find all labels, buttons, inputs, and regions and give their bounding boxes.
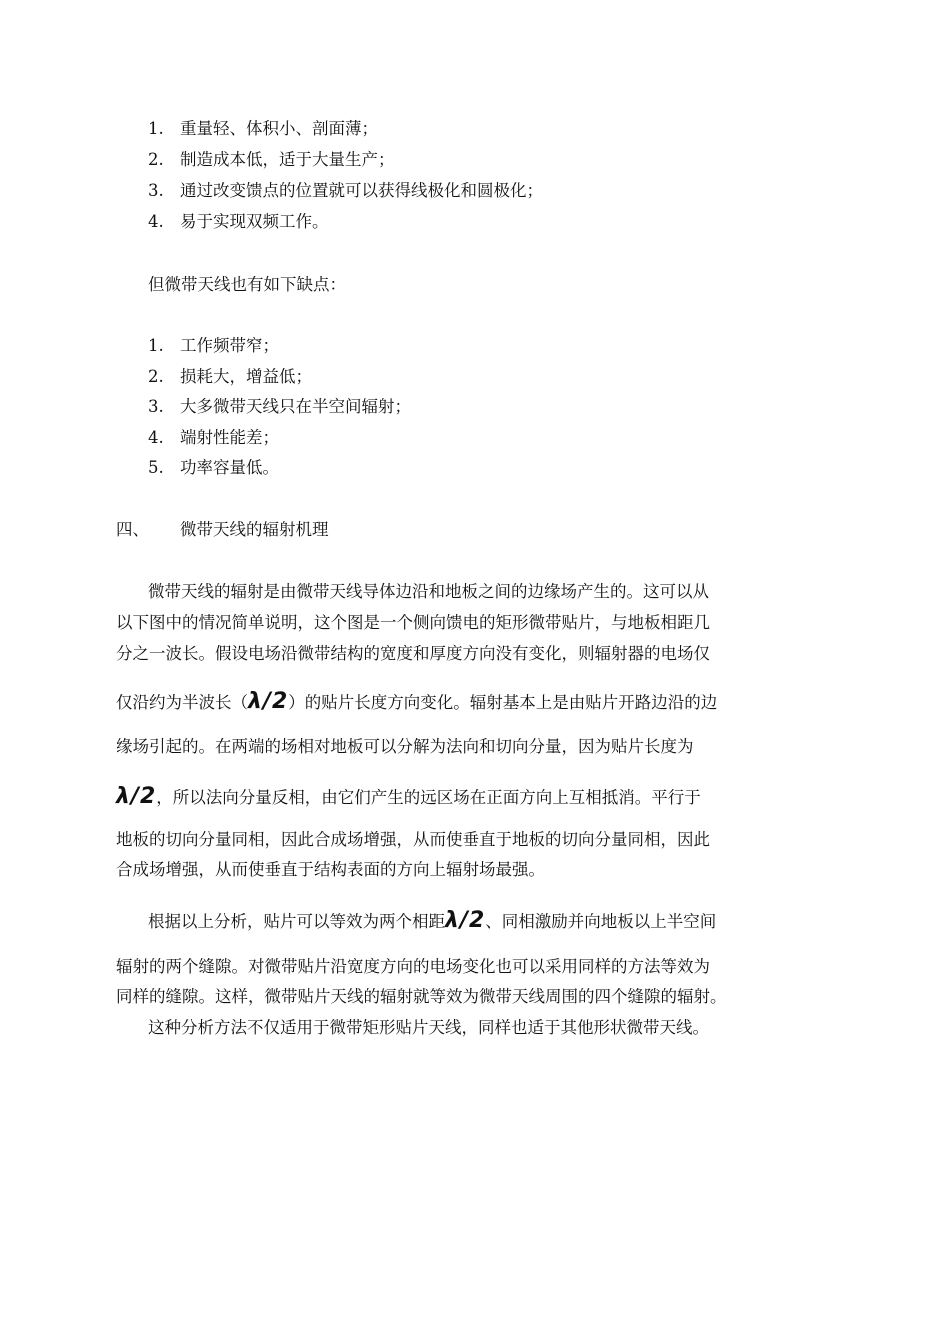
list-number: 4. bbox=[148, 212, 164, 231]
list-number: 5. bbox=[148, 458, 164, 477]
lambda-half-formula: λ/2 bbox=[445, 908, 486, 933]
text-segment: ）的贴片长度方向变化。辐射基本上是由贴片开路边沿的边 bbox=[288, 693, 718, 712]
list-text: 易于实现双频工作。 bbox=[180, 212, 329, 231]
text-line: 以下图中的情况简单说明，这个图是一个侧向馈电的矩形微带贴片，与地板相距几 bbox=[116, 613, 710, 632]
section-number: 四、 bbox=[116, 520, 149, 539]
list-text: 重量轻、体积小、剖面薄； bbox=[180, 119, 378, 138]
text-line: 分之一波长。假设电场沿微带结构的宽度和厚度方向没有变化，则辐射器的电场仅 bbox=[116, 644, 710, 663]
list-number: 1. bbox=[148, 119, 164, 138]
list-text: 制造成本低，适于大量生产； bbox=[180, 150, 395, 169]
list-number: 2. bbox=[148, 367, 164, 386]
list-item bbox=[148, 334, 279, 358]
text-line bbox=[148, 909, 716, 934]
text-segment: ，所以法向分量反相，由它们产生的远区场在正面方向上互相抵消。平行于 bbox=[156, 788, 701, 807]
section-title: 微带天线的辐射机理 bbox=[180, 520, 329, 539]
text-segment: 仅沿约为半波长（ bbox=[116, 693, 248, 712]
section-heading bbox=[116, 518, 329, 542]
list-number: 1. bbox=[148, 336, 164, 355]
list-number: 3. bbox=[148, 181, 164, 200]
list-number: 3. bbox=[148, 397, 164, 416]
paragraph-applicability: 这种分析方法不仅适用于微带矩形贴片天线，同样也适于其他形状微带天线。 bbox=[148, 1018, 709, 1037]
text-line: 地板的切向分量同相，因此合成场增强，从而使垂直于地板的切向分量同相，因此 bbox=[116, 830, 710, 849]
list-number: 4. bbox=[148, 428, 164, 447]
list-text: 大多微带天线只在半空间辐射； bbox=[180, 397, 411, 416]
list-number: 2. bbox=[148, 150, 164, 169]
list-text: 通过改变馈点的位置就可以获得线极化和圆极化； bbox=[180, 181, 543, 200]
lambda-half-formula: λ/2 bbox=[116, 784, 157, 809]
list-item bbox=[148, 117, 378, 141]
text-line bbox=[116, 690, 717, 715]
text-line bbox=[116, 785, 701, 810]
lambda-half-formula: λ/2 bbox=[248, 689, 289, 714]
list-item bbox=[148, 179, 543, 203]
list-text: 功率容量低。 bbox=[180, 458, 279, 477]
list-item bbox=[148, 456, 279, 480]
text-segment: 、同相激励并向地板以上半空间 bbox=[485, 912, 717, 931]
disadvantages-intro: 但微带天线也有如下缺点： bbox=[148, 275, 346, 294]
list-item bbox=[148, 365, 312, 389]
text-line: 缘场引起的。在两端的场相对地板可以分解为法向和切向分量，因为贴片长度为 bbox=[116, 737, 694, 756]
list-item bbox=[148, 426, 279, 450]
text-line: 同样的缝隙。这样，微带贴片天线的辐射就等效为微带天线周围的四个缝隙的辐射。 bbox=[116, 987, 727, 1006]
text-segment: 根据以上分析，贴片可以等效为两个相距 bbox=[148, 912, 445, 931]
list-text: 工作频带窄； bbox=[180, 336, 279, 355]
list-text: 端射性能差； bbox=[180, 428, 279, 447]
text-line: 辐射的两个缝隙。对微带贴片沿宽度方向的电场变化也可以采用同样的方法等效为 bbox=[116, 957, 710, 976]
text-line: 微带天线的辐射是由微带天线导体边沿和地板之间的边缘场产生的。这可以从 bbox=[148, 582, 709, 601]
list-item bbox=[148, 148, 395, 172]
text-line: 合成场增强，从而使垂直于结构表面的方向上辐射场最强。 bbox=[116, 860, 545, 879]
list-item bbox=[148, 395, 411, 419]
list-text: 损耗大，增益低； bbox=[180, 367, 312, 386]
list-item bbox=[148, 210, 329, 234]
